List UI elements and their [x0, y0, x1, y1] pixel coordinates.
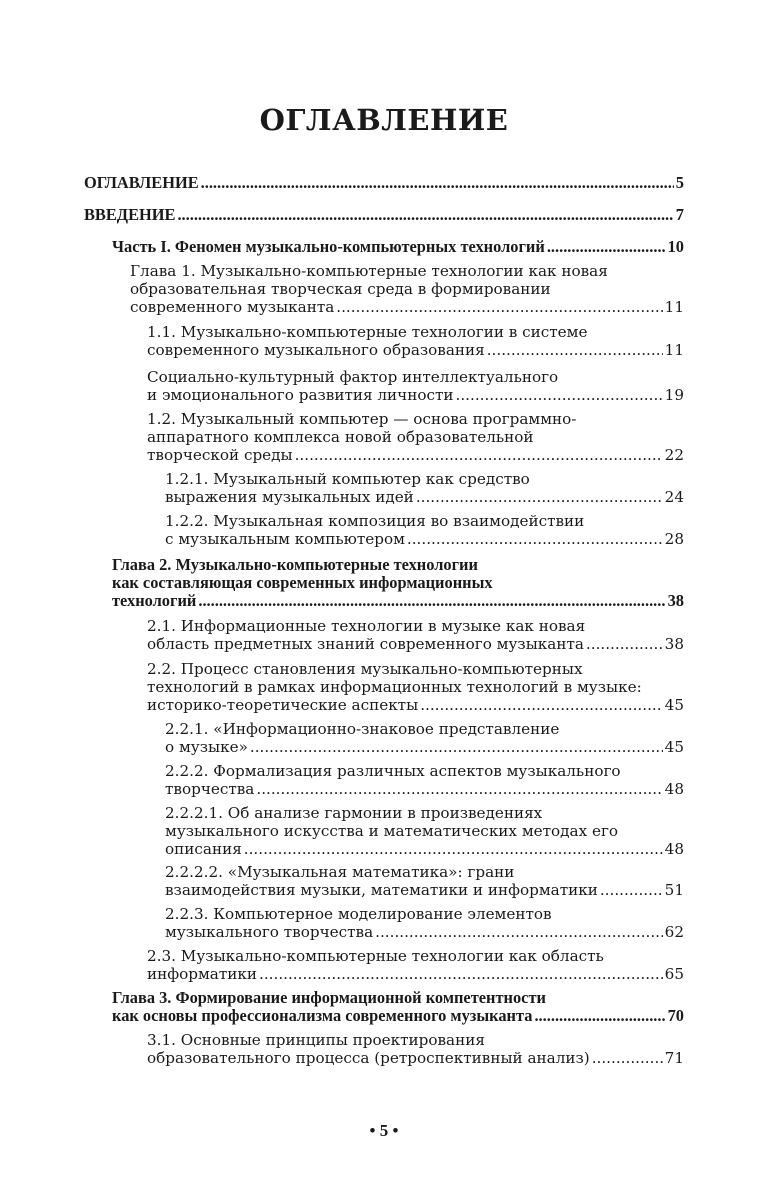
toc-entry-text: 1.2.1. Музыкальный компьютер как средство — [165, 470, 530, 488]
toc-entry-text: и эмоционального развития личности — [147, 386, 454, 404]
dot-leader — [336, 298, 662, 316]
toc-entry-last-line — [147, 446, 684, 464]
toc-entry-text: 3.1. Основные принципы проектирования — [147, 1031, 485, 1049]
toc-entry-text: информатики — [147, 965, 258, 983]
toc-entry-last-line — [147, 386, 684, 404]
toc-entry-text: взаимодействия музыки, математики и информатики — [165, 881, 598, 899]
toc-entry — [165, 470, 684, 506]
toc-entry-last-line — [147, 635, 684, 653]
toc-entry-text: ОГЛАВЛЕНИЕ — [84, 174, 199, 192]
toc-page-number: 65 — [664, 965, 684, 983]
toc-page-number: 7 — [675, 206, 684, 224]
toc-entry-text: Социально-культурный фактор интеллектуального — [147, 368, 559, 386]
dot-leader — [177, 206, 673, 224]
toc-entry-last-line — [165, 923, 684, 941]
toc-entry-text: область предметных знаний современного музыканта — [147, 635, 584, 653]
toc-entry-text: 2.2.1. «Информационно-знаковое представление — [165, 720, 560, 738]
toc-entry-text: образовательного процесса (ретроспективный анализ) — [147, 1049, 590, 1067]
toc-entry-text: современного музыкального образования — [147, 341, 485, 359]
dot-leader — [201, 174, 674, 192]
toc-entry-text: технологий — [112, 592, 197, 610]
toc-page-number: 22 — [664, 446, 684, 464]
toc-entry — [130, 262, 684, 316]
toc-entry-text: 1.1. Музыкально-компьютерные технологии в системе — [147, 323, 588, 341]
toc-entry-last-line — [147, 965, 684, 983]
toc-page-number: 24 — [664, 488, 684, 506]
toc-entry-last-line — [112, 592, 684, 610]
toc-entry-last-line — [112, 1007, 684, 1025]
toc-entry — [165, 720, 684, 756]
toc-entry-text: как основы профессионализма современного музыканта — [112, 1007, 533, 1025]
toc-page-number: 38 — [664, 635, 684, 653]
toc-page-number: 62 — [664, 923, 684, 941]
dot-leader — [295, 446, 663, 464]
toc-entry — [165, 863, 684, 899]
toc-entry-text: технологий в рамках информационных технологий в музыке: — [147, 678, 642, 696]
toc-entry-text: Глава 1. Музыкально-компьютерные технологии как новая — [130, 262, 608, 280]
toc-entry — [165, 905, 684, 941]
toc-entry-text: 2.2.3. Компьютерное моделирование элементов — [165, 905, 552, 923]
toc-entry-text: Часть I. Феномен музыкально-компьютерных технологий — [112, 238, 545, 256]
dot-leader — [600, 881, 663, 899]
toc-entry — [165, 512, 684, 548]
toc-page-number: 19 — [664, 386, 684, 404]
page-number: • 5 • — [369, 1121, 399, 1140]
dot-leader — [259, 965, 663, 983]
toc-entry — [147, 660, 684, 714]
dot-leader — [586, 635, 663, 653]
toc-entry-text: 1.2. Музыкальный компьютер — основа программно- — [147, 410, 577, 428]
toc-page-number: 10 — [667, 238, 684, 256]
dot-leader — [592, 1049, 663, 1067]
toc-entry-last-line — [165, 780, 684, 798]
toc-entry-text: 2.2.2.1. Об анализе гармонии в произведениях — [165, 804, 543, 822]
toc-page-number: 45 — [664, 738, 684, 756]
toc-entry-text: музыкального творчества — [165, 923, 374, 941]
dot-leader — [456, 386, 663, 404]
toc-page-number: 11 — [664, 341, 684, 359]
toc-entry-last-line — [84, 174, 684, 192]
toc-entry — [84, 174, 684, 192]
dot-leader — [244, 840, 663, 858]
toc-page-number: 70 — [667, 1007, 684, 1025]
toc-entry-text: историко-теоретические аспекты — [147, 696, 419, 714]
toc-entry — [147, 1031, 684, 1067]
toc-entry-text: 1.2.2. Музыкальная композиция во взаимодействии — [165, 512, 585, 530]
toc-entry-text: музыкального искусства и математических методах его — [165, 822, 619, 840]
toc-entry-text: 2.2.2. Формализация различных аспектов музыкального — [165, 762, 621, 780]
toc-entry-last-line — [84, 206, 684, 224]
toc-entry-text: аппаратного комплекса новой образовательной — [147, 428, 534, 446]
dot-leader — [547, 238, 666, 256]
toc-entry-text: выражения музыкальных идей — [165, 488, 414, 506]
dot-leader — [416, 488, 663, 506]
toc-entry-last-line — [130, 298, 684, 316]
toc-entry-text: 2.3. Музыкально-компьютерные технологии как область — [147, 947, 604, 965]
toc-entry-text: 2.1. Информационные технологии в музыке как новая — [147, 617, 586, 635]
dot-leader — [407, 530, 663, 548]
toc-entry-text: Глава 2. Музыкально-компьютерные технологии — [112, 556, 478, 574]
toc-entry — [112, 238, 684, 256]
toc-entry-last-line — [165, 881, 684, 899]
toc-entry-text: 2.2. Процесс становления музыкально-компьютерных — [147, 660, 583, 678]
toc-page-number: 38 — [667, 592, 684, 610]
dot-leader — [420, 696, 662, 714]
toc-entry — [84, 206, 684, 224]
toc-entry-last-line — [147, 696, 684, 714]
dot-leader — [250, 738, 663, 756]
page-title: ОГЛАВЛЕНИЕ — [259, 103, 509, 137]
toc-entry-last-line — [165, 530, 684, 548]
toc-entry-text: Глава 3. Формирование информационной компетентности — [112, 989, 546, 1007]
toc-entry-text: творческой среды — [147, 446, 293, 464]
toc-entry-text: творчества — [165, 780, 255, 798]
toc-page-number: 48 — [664, 840, 684, 858]
toc-entry-last-line — [165, 738, 684, 756]
toc-entry-text: как составляющая современных информационных — [112, 574, 493, 592]
toc-page-number: 48 — [664, 780, 684, 798]
toc-page-number: 11 — [664, 298, 684, 316]
toc-entry-text: 2.2.2.2. «Музыкальная математика»: грани — [165, 863, 515, 881]
toc-entry — [112, 556, 684, 610]
toc-page-number: 51 — [664, 881, 684, 899]
dot-leader — [198, 592, 665, 610]
dot-leader — [534, 1007, 665, 1025]
toc-entry-last-line — [165, 488, 684, 506]
toc-entry-last-line — [112, 238, 684, 256]
toc-page-number: 71 — [664, 1049, 684, 1067]
dot-leader — [487, 341, 663, 359]
toc-page-number: 5 — [675, 174, 684, 192]
toc-page-number: 45 — [664, 696, 684, 714]
toc-entry-text: с музыкальным компьютером — [165, 530, 405, 548]
toc-entry-last-line — [165, 840, 684, 858]
toc-entry — [147, 323, 684, 359]
toc-entry-text: о музыке» — [165, 738, 248, 756]
toc-entry-text: образовательная творческая среда в формировании — [130, 280, 551, 298]
toc-entry — [147, 947, 684, 983]
toc-entry — [165, 804, 684, 858]
toc-entry — [147, 368, 684, 404]
toc-entry-last-line — [147, 1049, 684, 1067]
dot-leader — [375, 923, 663, 941]
dot-leader — [256, 780, 662, 798]
toc-entry-text: описания — [165, 840, 242, 858]
toc-entry — [112, 989, 684, 1025]
toc-entry-text: ВВЕДЕНИЕ — [84, 206, 176, 224]
toc-entry-text: современного музыканта — [130, 298, 335, 316]
toc-entry-last-line — [147, 341, 684, 359]
toc-entry — [165, 762, 684, 798]
toc-page-number: 28 — [664, 530, 684, 548]
toc-entry — [147, 410, 684, 464]
toc-entry — [147, 617, 684, 653]
